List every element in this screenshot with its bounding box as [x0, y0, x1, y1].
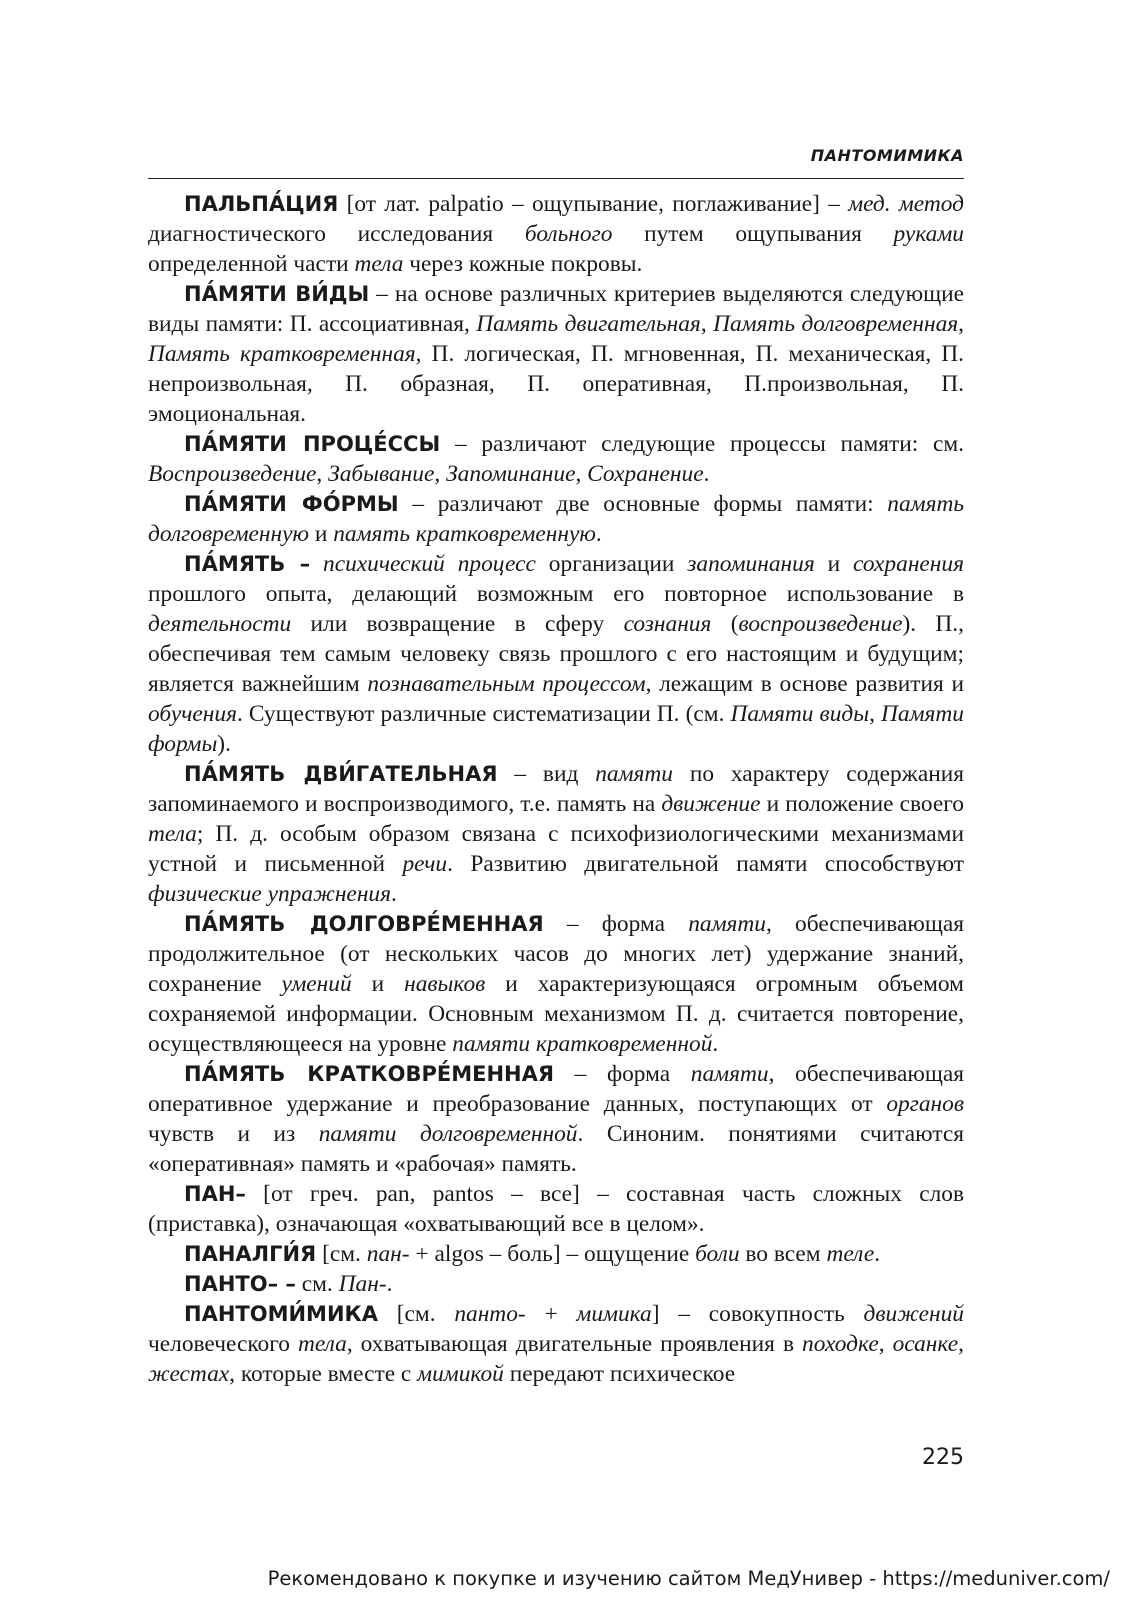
entry-text: передают психическое — [503, 1361, 736, 1387]
dictionary-entry — [148, 189, 964, 279]
entry-text: , охватывающая двигательные проявления в — [346, 1331, 803, 1357]
entry-italic-term: Памяти формы — [148, 701, 964, 757]
dictionary-entry — [148, 549, 964, 759]
entry-text: и характеризующаяся огромным объемом сохраняемой информации. Основным механизмом П. д. считается повторение, осуществляющееся на уровне — [148, 971, 964, 1057]
entry-text: -. — [378, 1271, 393, 1297]
entry-headword: ПАНАЛГИ́Я — [184, 1242, 317, 1266]
entry-italic-term: Забывание — [328, 461, 435, 487]
entry-italic-term: движений — [863, 1301, 964, 1327]
entry-text: и — [814, 551, 854, 577]
entry-text: ). П., обеспечивая тем самым человеку связь прошлого с его настоящим и будущим; является важнейшим — [148, 611, 964, 697]
entry-headword: ПА́МЯТИ ФО́РМЫ — [184, 492, 399, 516]
entry-text: [см. — [377, 1301, 455, 1327]
entry-italic-term: физические упражнения — [148, 881, 391, 907]
entry-italic-term: походке — [802, 1331, 879, 1357]
dictionary-entry — [148, 909, 964, 1059]
entry-italic-term: Пан — [338, 1271, 379, 1297]
entry-text: , — [869, 701, 881, 727]
entry-text: , лежащим в основе развития и — [645, 671, 964, 697]
dictionary-entry — [148, 1239, 964, 1269]
entry-italic-term: психический процесс — [323, 551, 536, 577]
entry-text: [от лат. palpatio – ощупывание, поглаживание] – — [338, 191, 849, 217]
entry-italic-term: осанке — [892, 1331, 959, 1357]
entry-italic-term: познавательным процессом — [367, 671, 646, 697]
entry-italic-term: Память двигательная — [476, 311, 701, 337]
entry-text: ( — [711, 611, 739, 637]
entry-text: , — [575, 461, 588, 487]
entry-italic-term: мимикой — [417, 1361, 504, 1387]
entry-text: . — [391, 881, 397, 907]
entry-text: – различают следующие процессы памяти: см. — [440, 431, 964, 457]
entry-italic-term: теле — [826, 1241, 875, 1267]
entry-headword: ПА́МЯТЬ ДОЛГОВРЕ́МЕННАЯ — [184, 912, 544, 936]
entry-text: – на основе различных критериев выделяются следующие виды памяти: П. ассоциативная, — [148, 281, 964, 337]
entry-italic-term: Память долговременная — [713, 311, 959, 337]
entry-headword: ПА́МЯТЬ – — [184, 552, 311, 576]
entry-italic-term: сохранения — [853, 551, 964, 577]
entry-headword: ПАНТО– – — [184, 1272, 296, 1296]
entry-text: , обеспечивающая продолжительное (от нескольких часов до многих лет) удержание знаний, сохранение — [148, 911, 965, 997]
entry-italic-term: воспроизведение — [738, 611, 903, 637]
entry-text: ] – совокупность — [651, 1301, 864, 1327]
entry-text: человеческого — [148, 1331, 298, 1357]
entry-italic-term: боли — [695, 1241, 740, 1267]
entry-text: , — [958, 311, 964, 337]
entry-italic-term: памяти — [690, 1061, 769, 1087]
entry-italic-term: тела — [297, 1331, 347, 1357]
entry-text: определенной части — [148, 251, 355, 277]
entry-text: , — [958, 1331, 964, 1357]
entry-italic-term: панто — [454, 1301, 518, 1327]
entry-text: . — [712, 1031, 719, 1057]
entry-text: – форма — [543, 911, 689, 937]
entry-text: . — [595, 521, 602, 547]
entry-text: [см. — [316, 1241, 367, 1267]
entry-italic-term: обучения — [148, 701, 237, 727]
dictionary-entry — [148, 1269, 964, 1299]
entry-text: . Существуют различные систематизации П. (см. — [236, 701, 731, 727]
dictionary-entry — [148, 429, 964, 489]
entry-text: и — [351, 971, 405, 997]
entry-italic-term: Сохранение — [587, 461, 704, 487]
entry-text: и положение своего — [760, 791, 964, 817]
entry-text: . — [874, 1241, 881, 1267]
entry-italic-term: память долговременную — [148, 491, 964, 547]
dictionary-entries — [148, 189, 964, 1389]
footer-recommendation: Рекомендовано к покупке и изучению сайтом МедУнивер - https://meduniver.com/ — [267, 1567, 1110, 1590]
entry-headword: ПАН– — [184, 1182, 246, 1206]
entry-text: чувств и из — [148, 1121, 319, 1147]
entry-italic-term: памяти — [688, 911, 766, 937]
entry-italic-term: Запоминание — [446, 461, 576, 487]
entry-text: через кожные покровы. — [403, 251, 643, 277]
entry-italic-term: тела — [148, 821, 197, 847]
entry-text: см. — [295, 1271, 339, 1297]
entry-text: , П. логическая, П. мгновенная, П. механическая, П. непроизвольная, П. образная, П. оперативная, П.произвольная, П. эмоциональная. — [148, 341, 964, 427]
entry-text: прошлого опыта, делающий возможным его повторное использование в — [148, 581, 964, 607]
entry-italic-term: памяти долговременной — [318, 1121, 578, 1147]
entry-text: во всем — [739, 1241, 827, 1267]
entry-text: – вид — [497, 761, 596, 787]
entry-headword: ПАЛЬПА́ЦИЯ — [184, 192, 339, 216]
dictionary-entry — [148, 1299, 964, 1389]
entry-text: диагностического исследования — [148, 221, 525, 247]
entry-italic-term: Воспроизведение — [148, 461, 317, 487]
entry-text: , обеспечивающая оперативное удержание и преобразование данных, поступающих от — [148, 1061, 964, 1117]
entry-headword: ПА́МЯТИ ПРОЦЕ́ССЫ — [184, 432, 441, 456]
entry-text: – различают две основные формы памяти: — [398, 491, 888, 517]
entry-headword: ПА́МЯТЬ ДВИ́ГАТЕЛЬНАЯ — [184, 762, 498, 786]
entry-italic-term: Памяти виды — [730, 701, 870, 727]
entry-text: ). — [217, 731, 231, 757]
entry-text: . — [703, 461, 710, 487]
entry-italic-term: сознания — [623, 611, 712, 637]
entry-text: путем ощупывания — [612, 221, 894, 247]
entry-text: , которые вместе с — [229, 1361, 418, 1387]
entry-headword: ПА́МЯТЬ КРАТКОВРЕ́МЕННАЯ — [184, 1062, 555, 1086]
entry-text: [от греч. pan, pantos – все] – составная часть сложных слов (приставка), означающая «охватывающий все в целом». — [148, 1181, 964, 1237]
entry-text: или возвращение в сферу — [291, 611, 624, 637]
running-header — [148, 140, 964, 179]
entry-italic-term: умений — [281, 971, 352, 997]
page-number: 225 — [922, 1445, 964, 1470]
entry-text: . Развитию двигательной памяти способствуют — [447, 851, 964, 877]
entry-italic-term: память кратковременную — [333, 521, 596, 547]
dictionary-entry — [148, 759, 964, 909]
dictionary-entry — [148, 1179, 964, 1239]
entry-italic-term: Память кратковременная — [148, 341, 416, 367]
entry-italic-term: речи — [402, 851, 448, 877]
entry-text: . Синоним. понятиями считаются «оперативная» память и «рабочая» память. — [148, 1121, 964, 1177]
entry-text: и — [309, 521, 334, 547]
entry-italic-term: мед. метод — [848, 191, 964, 217]
running-header-title: ПАНТОМИМИКА — [810, 146, 964, 165]
entry-italic-term: больного — [524, 221, 613, 247]
entry-text: , — [316, 461, 329, 487]
entry-text: - + algos – боль] – ощущение — [401, 1241, 696, 1267]
entry-text: , — [434, 461, 447, 487]
entry-text: по характеру содержания запоминаемого и воспроизводимого, т.е. память на — [148, 761, 965, 817]
entry-text: , — [878, 1331, 893, 1357]
entry-text: - + — [517, 1301, 577, 1327]
dictionary-entry — [148, 489, 964, 549]
entry-italic-term: запоминания — [687, 551, 815, 577]
entry-headword: ПАНТОМИ́МИКА — [184, 1302, 378, 1326]
entry-italic-term: деятельности — [148, 611, 292, 637]
entry-italic-term: жестах — [148, 1361, 230, 1387]
entry-italic-term: движение — [661, 791, 761, 817]
entry-italic-term: памяти кратковременной — [452, 1031, 713, 1057]
entry-italic-term: навыков — [404, 971, 486, 997]
entry-text: – форма — [554, 1061, 691, 1087]
entry-italic-term: органов — [886, 1091, 964, 1117]
entry-text: ; П. д. особым образом связана с психофизиологическими механизмами устной и письменной — [148, 821, 964, 877]
entry-italic-term: тела — [354, 251, 404, 277]
entry-text: , — [700, 311, 714, 337]
entry-italic-term: руками — [893, 221, 964, 247]
entry-text: организации — [535, 551, 688, 577]
entry-text — [310, 551, 323, 577]
dictionary-entry — [148, 279, 964, 429]
entry-italic-term: пан — [366, 1241, 402, 1267]
entry-headword: ПА́МЯТИ ВИ́ДЫ — [184, 282, 370, 306]
dictionary-entry — [148, 1059, 964, 1179]
entry-italic-term: памяти — [595, 761, 673, 787]
entry-italic-term: мимика — [576, 1301, 652, 1327]
